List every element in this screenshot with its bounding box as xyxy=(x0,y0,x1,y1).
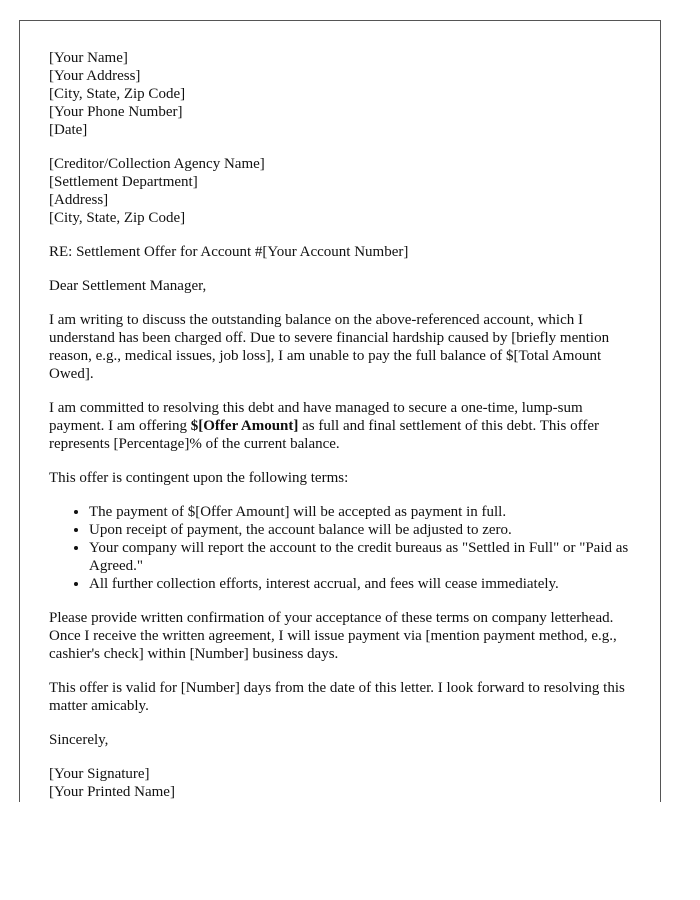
recipient-department: [Settlement Department] xyxy=(49,174,198,190)
letter-page xyxy=(19,20,661,802)
term-item: • Your company will report the account to the credit bureaus as "Settled in Full" or "Paid as Agreed." xyxy=(89,539,631,575)
closing: Sincerely, xyxy=(49,732,109,748)
sender-city-state-zip: [City, State, Zip Code] xyxy=(49,86,186,102)
sender-block xyxy=(49,49,631,139)
paragraph-validity: This offer is valid for [Number] days from the date of this letter. I look forward to resolving this matter amicably. xyxy=(49,680,625,714)
letter-date: [Date] xyxy=(49,122,88,138)
recipient-block xyxy=(49,155,631,227)
subject-line: RE: Settlement Offer for Account #[Your Account Number] xyxy=(49,244,409,260)
recipient-name: [Creditor/Collection Agency Name] xyxy=(49,156,265,172)
recipient-address: [Address] xyxy=(49,192,109,208)
recipient-city-state-zip: [City, State, Zip Code] xyxy=(49,210,186,226)
offer-text-after: as full and final settlement of this debt. This offer represents [Percentage]% of the current balance. xyxy=(49,418,600,452)
paragraph-hardship: I am writing to discuss the outstanding balance on the above-referenced account, which I understand has been charged off. Due to severe financial hardship caused by [briefly mention reason, e.g., medical issues, job loss], I am unable to pay the full balance of $[Total Amount Owed]. xyxy=(49,312,610,382)
signature-block xyxy=(49,765,631,801)
printed-name: [Your Printed Name] xyxy=(49,784,175,800)
paragraph-offer xyxy=(49,399,631,453)
sender-address: [Your Address] xyxy=(49,68,141,84)
sender-phone: [Your Phone Number] xyxy=(49,104,183,120)
offer-amount: $[Offer Amount] xyxy=(190,418,299,434)
term-item: • Upon receipt of payment, the account balance will be adjusted to zero. xyxy=(89,521,631,539)
salutation: Dear Settlement Manager, xyxy=(49,278,207,294)
sender-name: [Your Name] xyxy=(49,50,128,66)
offer-text-before: I am committed to resolving this debt and have managed to secure a one-time, lump-sum payment. I am offering xyxy=(49,400,583,434)
terms-list xyxy=(49,503,631,593)
terms-intro: This offer is contingent upon the following terms: xyxy=(49,470,349,486)
term-item: • All further collection efforts, interest accrual, and fees will cease immediately. xyxy=(89,575,631,593)
signature: [Your Signature] xyxy=(49,766,150,782)
paragraph-confirmation: Please provide written confirmation of your acceptance of these terms on company letterhead. Once I receive the written agreement, I will issue payment via [mention payment method, e.g., cashier's check] within [Number] business days. xyxy=(49,610,617,662)
term-item: • The payment of $[Offer Amount] will be accepted as payment in full. xyxy=(89,503,631,521)
